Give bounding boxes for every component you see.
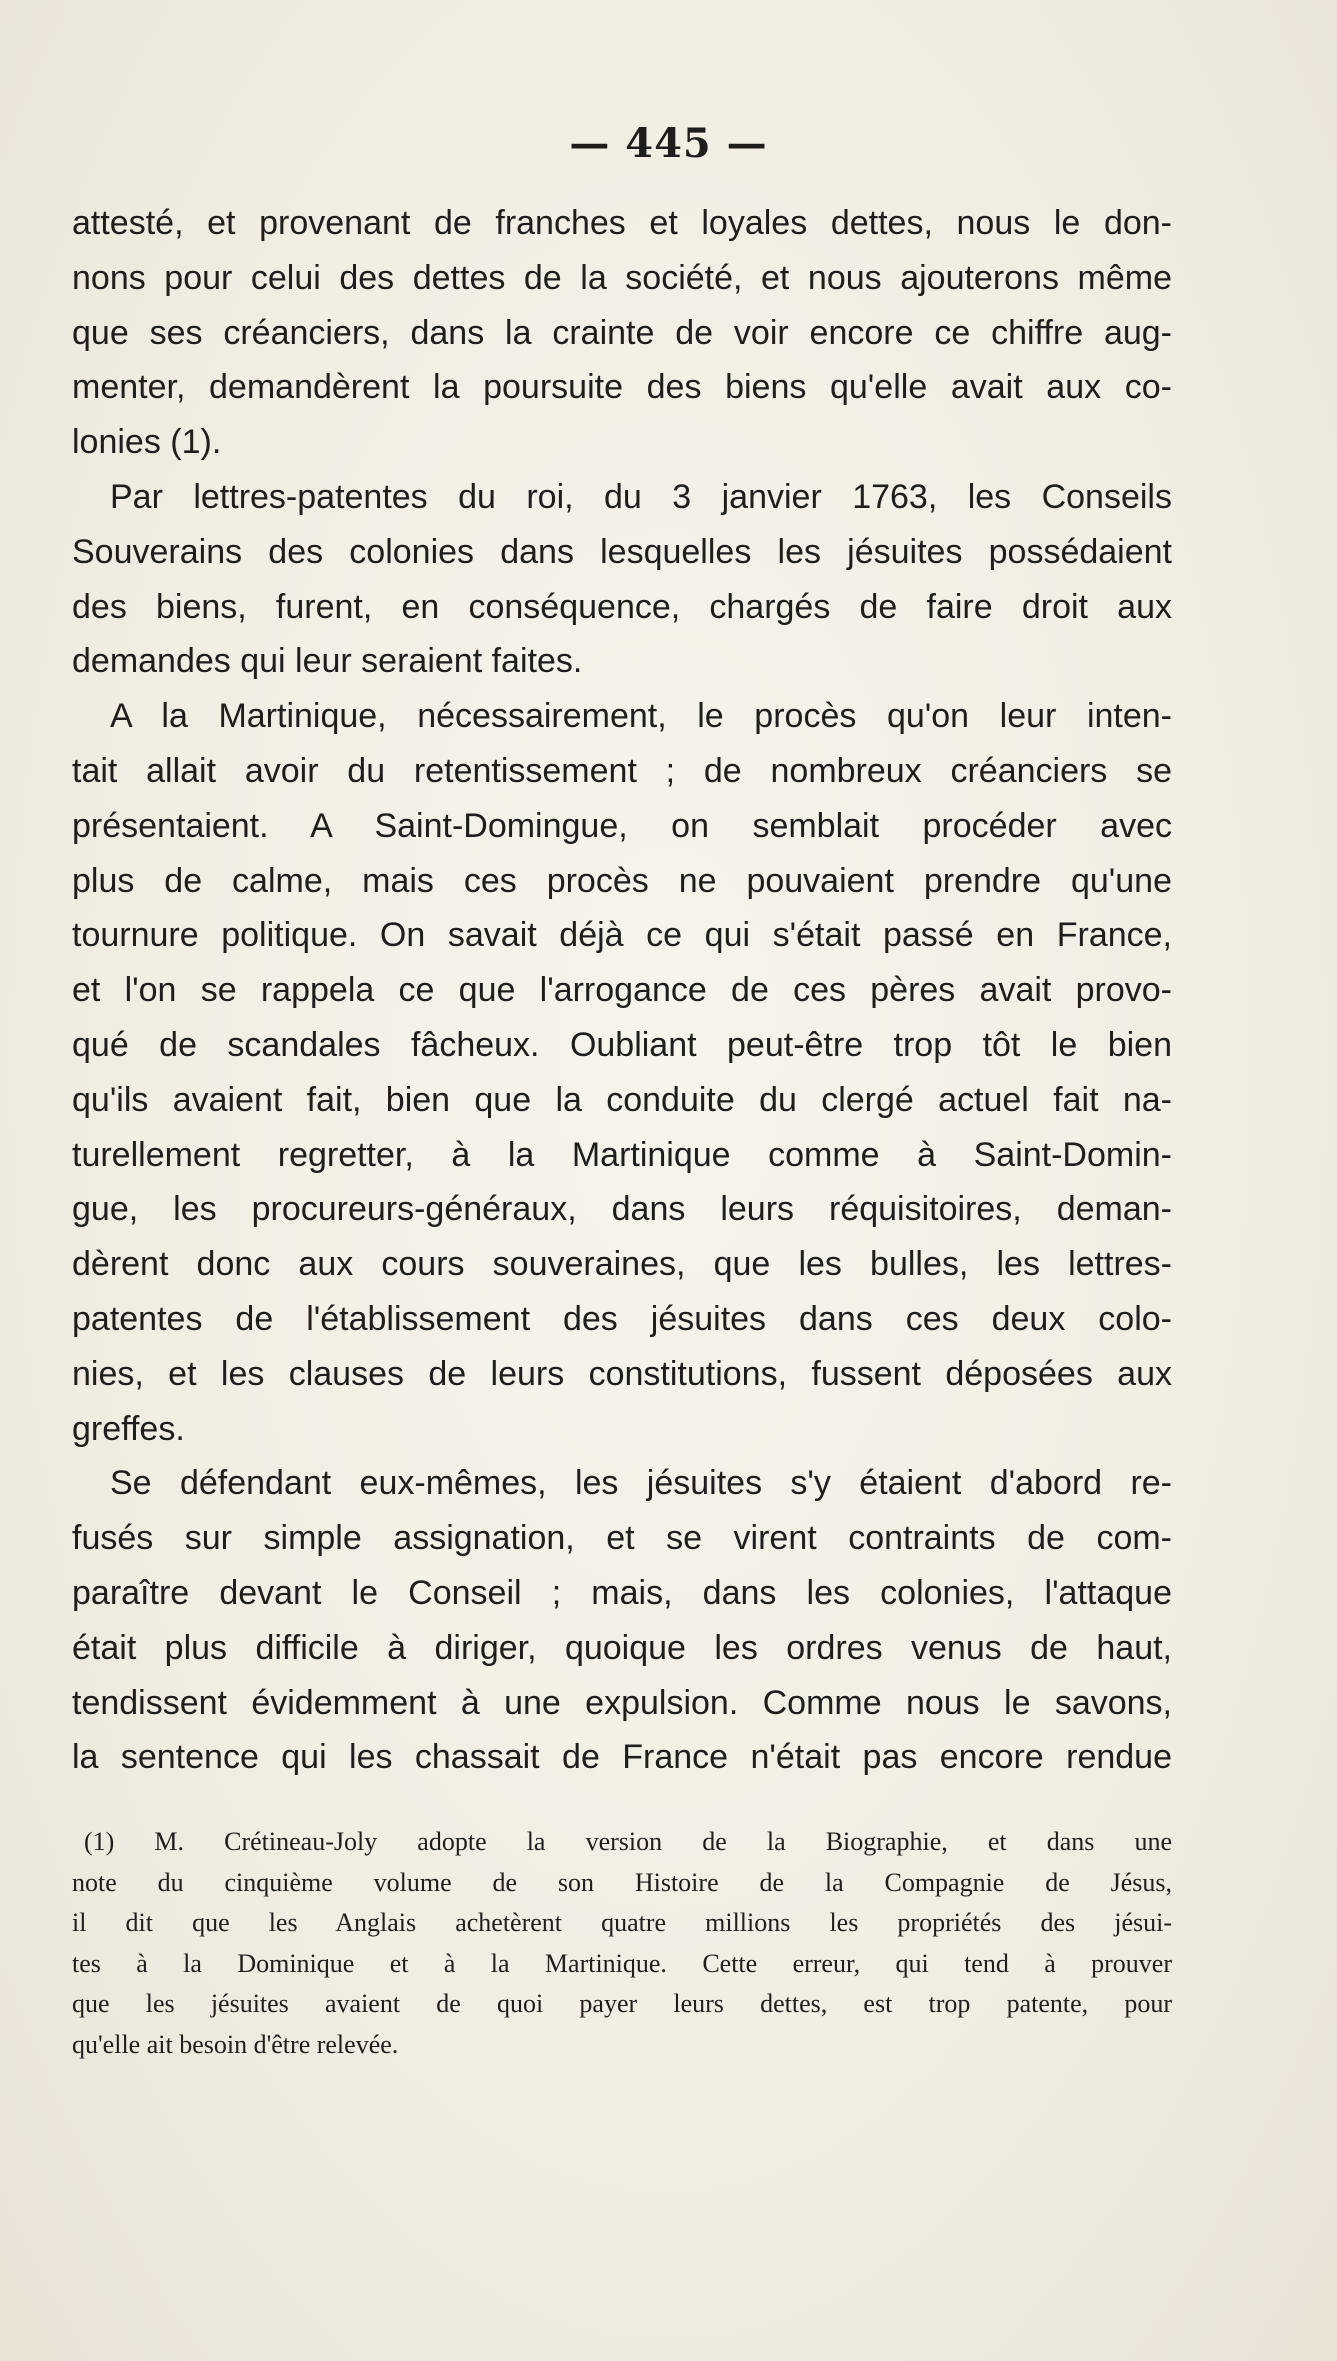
text-line: tournure politique. On savait déjà ce qui s'était passé en France, [72,916,1172,955]
text-line: fusés sur simple assignation, et se virent contraints de com- [72,1519,1172,1558]
body-text [72,196,1172,1785]
page-number: — 445 — [569,120,768,167]
footnote-line: il dit que les Anglais achetèrent quatre millions les propriétés des jésui- [72,1908,1172,1937]
footnote-line: (1) M. Crétineau-Joly adopte la version de la Biographie, et dans une [84,1827,1172,1856]
footnote-line: qu'elle ait besoin d'être relevée. [72,2029,399,2059]
footnote-line: que les jésuites avaient de quoi payer leurs dettes, est trop patente, pour [72,1989,1172,2018]
text-line: la sentence qui les chassait de France n'était pas encore rendue [72,1738,1172,1777]
text-line: paraître devant le Conseil ; mais, dans les colonies, l'attaque [72,1573,1172,1612]
text-line: Souverains des colonies dans lesquelles les jésuites possédaient [72,532,1172,571]
text-line: qué de scandales fâcheux. Oubliant peut-être trop tôt le bien [72,1025,1172,1064]
text-line: dèrent donc aux cours souveraines, que les bulles, les lettres- [72,1245,1172,1284]
text-line: tendissent évidemment à une expulsion. Comme nous le savons, [72,1683,1172,1722]
text-line: Se défendant eux-mêmes, les jésuites s'y étaient d'abord re- [110,1464,1172,1503]
text-line: attesté, et provenant de franches et loyales dettes, nous le don- [72,204,1172,242]
text-line: nons pour celui des dettes de la société, et nous ajouterons même [72,258,1172,297]
text-line: présentaient. A Saint-Domingue, on semblait procéder avec [72,806,1172,845]
text-line: demandes qui leur seraient faites. [72,642,583,681]
text-line: plus de calme, mais ces procès ne pouvaient prendre qu'une [72,861,1172,900]
footnote-section [72,1822,1172,2065]
text-line: turellement regretter, à la Martinique comme à Saint-Domin- [72,1135,1172,1174]
text-line: qu'ils avaient fait, bien que la conduite du clergé actuel fait na- [72,1080,1172,1119]
text-line: était plus difficile à diriger, quoique les ordres venus de haut, [72,1628,1172,1667]
footnote-line: tes à la Dominique et à la Martinique. Cette erreur, qui tend à prouver [72,1948,1172,1978]
text-line: des biens, furent, en conséquence, chargés de faire droit aux [72,587,1172,626]
text-line: nies, et les clauses de leurs constitutions, fussent déposées aux [72,1354,1172,1393]
text-line: gue, les procureurs-généraux, dans leurs réquisitoires, deman- [72,1190,1172,1229]
text-line: patentes de l'établissement des jésuites dans ces deux colo- [72,1299,1172,1338]
footnote-line: note du cinquième volume de son Histoire de la Compagnie de Jésus, [72,1867,1172,1897]
text-line: A la Martinique, nécessairement, le procès qu'on leur inten- [110,697,1172,736]
text-line: greffes. [72,1409,185,1448]
text-line: et l'on se rappela ce que l'arrogance de ces pères avait provo- [72,971,1172,1010]
text-line: tait allait avoir du retentissement ; de nombreux créanciers se [72,751,1172,790]
text-line: lonies (1). [72,423,222,462]
text-line: Par lettres-patentes du roi, du 3 janvier 1763, les Conseils [110,477,1172,516]
text-line: que ses créanciers, dans la crainte de voir encore ce chiffre aug- [72,313,1172,352]
text-line: menter, demandèrent la poursuite des biens qu'elle avait aux co- [72,368,1172,407]
